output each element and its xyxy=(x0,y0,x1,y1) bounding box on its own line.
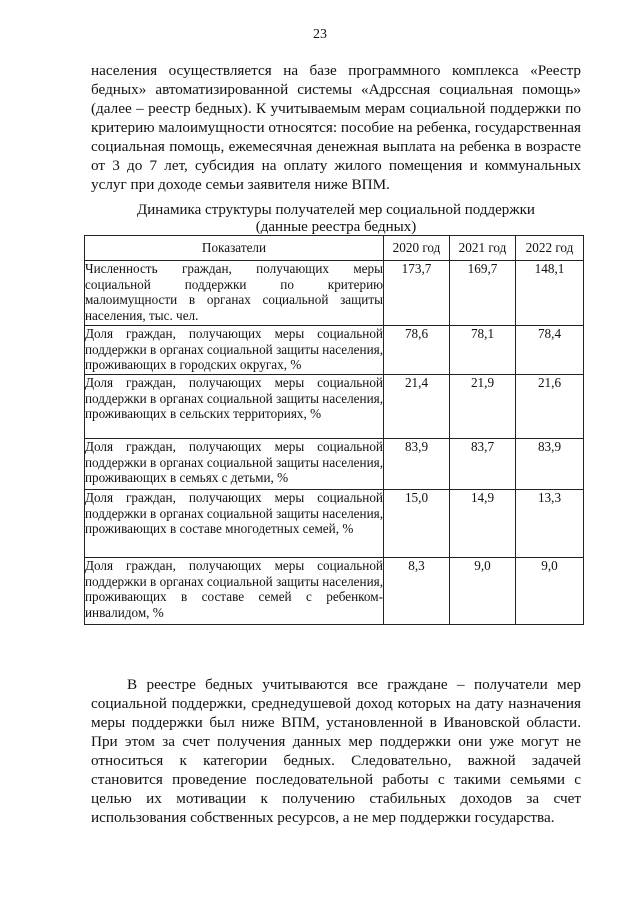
indicator-cell: Численность граждан, получающих меры социальной поддержки по критерию малоимущности в органах социальной защиты населения, тыс. чел. xyxy=(85,261,384,326)
indicator-cell: Доля граждан, получающих меры социальной поддержки в органах социальной защиты населения, проживающих в составе многодетных семей, % xyxy=(85,490,384,558)
indicator-cell: Доля граждан, получающих меры социальной поддержки в органах социальной защиты населения, проживающих в сельских территориях, % xyxy=(85,375,384,439)
value-2022-cell: 13,3 xyxy=(516,490,584,558)
table-row xyxy=(85,375,584,439)
table-row xyxy=(85,558,584,625)
page-number: 23 xyxy=(313,27,327,42)
indicator-cell: Доля граждан, получающих меры социальной поддержки в органах социальной защиты населения, проживающих в городских округах, % xyxy=(85,326,384,375)
value-2020-cell: 15,0 xyxy=(384,490,450,558)
header-year-2022: 2022 год xyxy=(516,236,584,261)
value-2022-cell: 148,1 xyxy=(516,261,584,326)
header-indicators: Показатели xyxy=(85,236,384,261)
value-2021-cell: 21,9 xyxy=(450,375,516,439)
table-row xyxy=(85,439,584,490)
value-2021-cell: 14,9 xyxy=(450,490,516,558)
value-2020-cell: 8,3 xyxy=(384,558,450,625)
recipients-structure-table xyxy=(84,235,584,625)
closing-paragraph: В реестре бедных учитываются все граждане – получатели мер социальной поддержки, среднедушевой доход которых на дату назначения меры поддержки был ниже ВПМ, установленной в Ивановской области. При этом за счет получения данных мер поддержки они уже могут не относиться к категории бедных. Следовательно, важной задачей становится проведение последовательной работы с такими семьями с целью их мотивации к получению стабильных доходов за счет использования собственных ресурсов, а не мер поддержки государства. xyxy=(91,676,581,826)
header-year-2021: 2021 год xyxy=(450,236,516,261)
value-2022-cell: 78,4 xyxy=(516,326,584,375)
value-2021-cell: 78,1 xyxy=(450,326,516,375)
value-2020-cell: 83,9 xyxy=(384,439,450,490)
value-2020-cell: 173,7 xyxy=(384,261,450,326)
indicator-cell: Доля граждан, получающих меры социальной поддержки в органах социальной защиты населения, проживающих в составе семей с ребенком-инвалидом, % xyxy=(85,558,384,625)
intro-paragraph: населения осуществляется на базе программного комплекса «Реестр бедных» автоматизированной системы «Адрссная социальная помощь» (далее – реестр бедных). К учитываемым мерам социальной поддержки по критерию малоимущности относятся: пособие на ребенка, государственная социальная помощь, ежемесячная денежная выплата на ребенка в возрасте от 3 до 7 лет, субсидия на оплату жилого помещения и коммунальных услуг при доходе семьи заявителя ниже ВПМ. xyxy=(91,62,581,193)
table-header-row xyxy=(85,236,584,261)
table-row xyxy=(85,490,584,558)
value-2020-cell: 78,6 xyxy=(384,326,450,375)
value-2021-cell: 83,7 xyxy=(450,439,516,490)
value-2022-cell: 83,9 xyxy=(516,439,584,490)
indicator-cell: Доля граждан, получающих меры социальной поддержки в органах социальной защиты населения, проживающих в семьях с детьми, % xyxy=(85,439,384,490)
value-2021-cell: 9,0 xyxy=(450,558,516,625)
value-2022-cell: 9,0 xyxy=(516,558,584,625)
table-row xyxy=(85,261,584,326)
value-2021-cell: 169,7 xyxy=(450,261,516,326)
value-2022-cell: 21,6 xyxy=(516,375,584,439)
value-2020-cell: 21,4 xyxy=(384,375,450,439)
table-caption-title: Динамика структуры получателей мер социальной поддержки xyxy=(137,202,535,218)
header-year-2020: 2020 год xyxy=(384,236,450,261)
table-caption-subtitle: (данные реестра бедных) xyxy=(255,219,417,235)
table-row xyxy=(85,326,584,375)
